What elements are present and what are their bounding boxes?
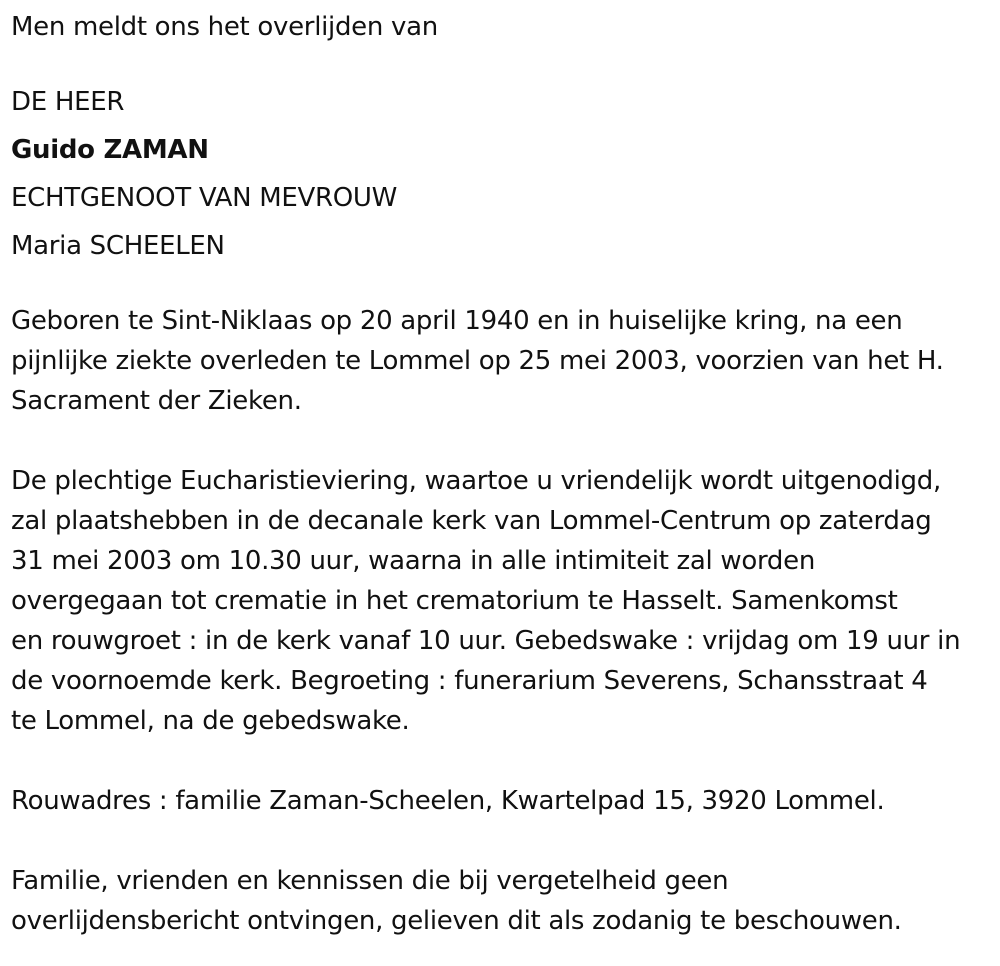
paragraph-line: Geboren te Sint-Niklaas op 20 april 1940 en in huiselijke kring, na een [11,306,903,336]
paragraph-line: overlijdensbericht ontvingen, gelieven dit als zodanig te beschouwen. [11,906,902,936]
closing-paragraph [11,861,991,941]
spouse-name: Maria SCHEELEN [11,231,225,261]
paragraph-line: pijnlijke ziekte overleden te Lommel op 25 mei 2003, voorzien van het H. [11,346,944,376]
spouse-prefix: ECHTGENOOT VAN MEVROUW [11,183,398,213]
deceased-name: Guido ZAMAN [11,135,209,165]
paragraph-line: te Lommel, na de gebedswake. [11,706,410,736]
title-prefix: DE HEER [11,87,125,117]
paragraph-line: Familie, vrienden en kennissen die bij vergetelheid geen [11,866,729,896]
paragraph-line: Sacrament der Zieken. [11,386,302,416]
spacer [11,741,991,781]
paragraph-line: Rouwadres : familie Zaman-Scheelen, Kwartelpad 15, 3920 Lommel. [11,786,885,816]
address-paragraph [11,781,991,821]
birth-paragraph [11,301,991,421]
spacer [11,421,991,461]
paragraph-line: de voornoemde kerk. Begroeting : funerarium Severens, Schansstraat 4 [11,666,928,696]
ceremony-paragraph [11,461,991,741]
spacer [11,821,991,861]
paragraph-line: De plechtige Eucharistieviering, waartoe u vriendelijk wordt uitgenodigd, [11,466,941,496]
paragraph-line: overgegaan tot crematie in het crematorium te Hasselt. Samenkomst [11,586,898,616]
obituary-notice [11,7,991,941]
spacer [11,270,991,301]
spacer [11,47,991,78]
intro-text: Men meldt ons het overlijden van [11,12,438,42]
paragraph-line: en rouwgroet : in de kerk vanaf 10 uur. Gebedswake : vrijdag om 19 uur in [11,626,961,656]
paragraph-line: zal plaatshebben in de decanale kerk van Lommel-Centrum op zaterdag [11,506,932,536]
paragraph-line: 31 mei 2003 om 10.30 uur, waarna in alle intimiteit zal worden [11,546,816,576]
